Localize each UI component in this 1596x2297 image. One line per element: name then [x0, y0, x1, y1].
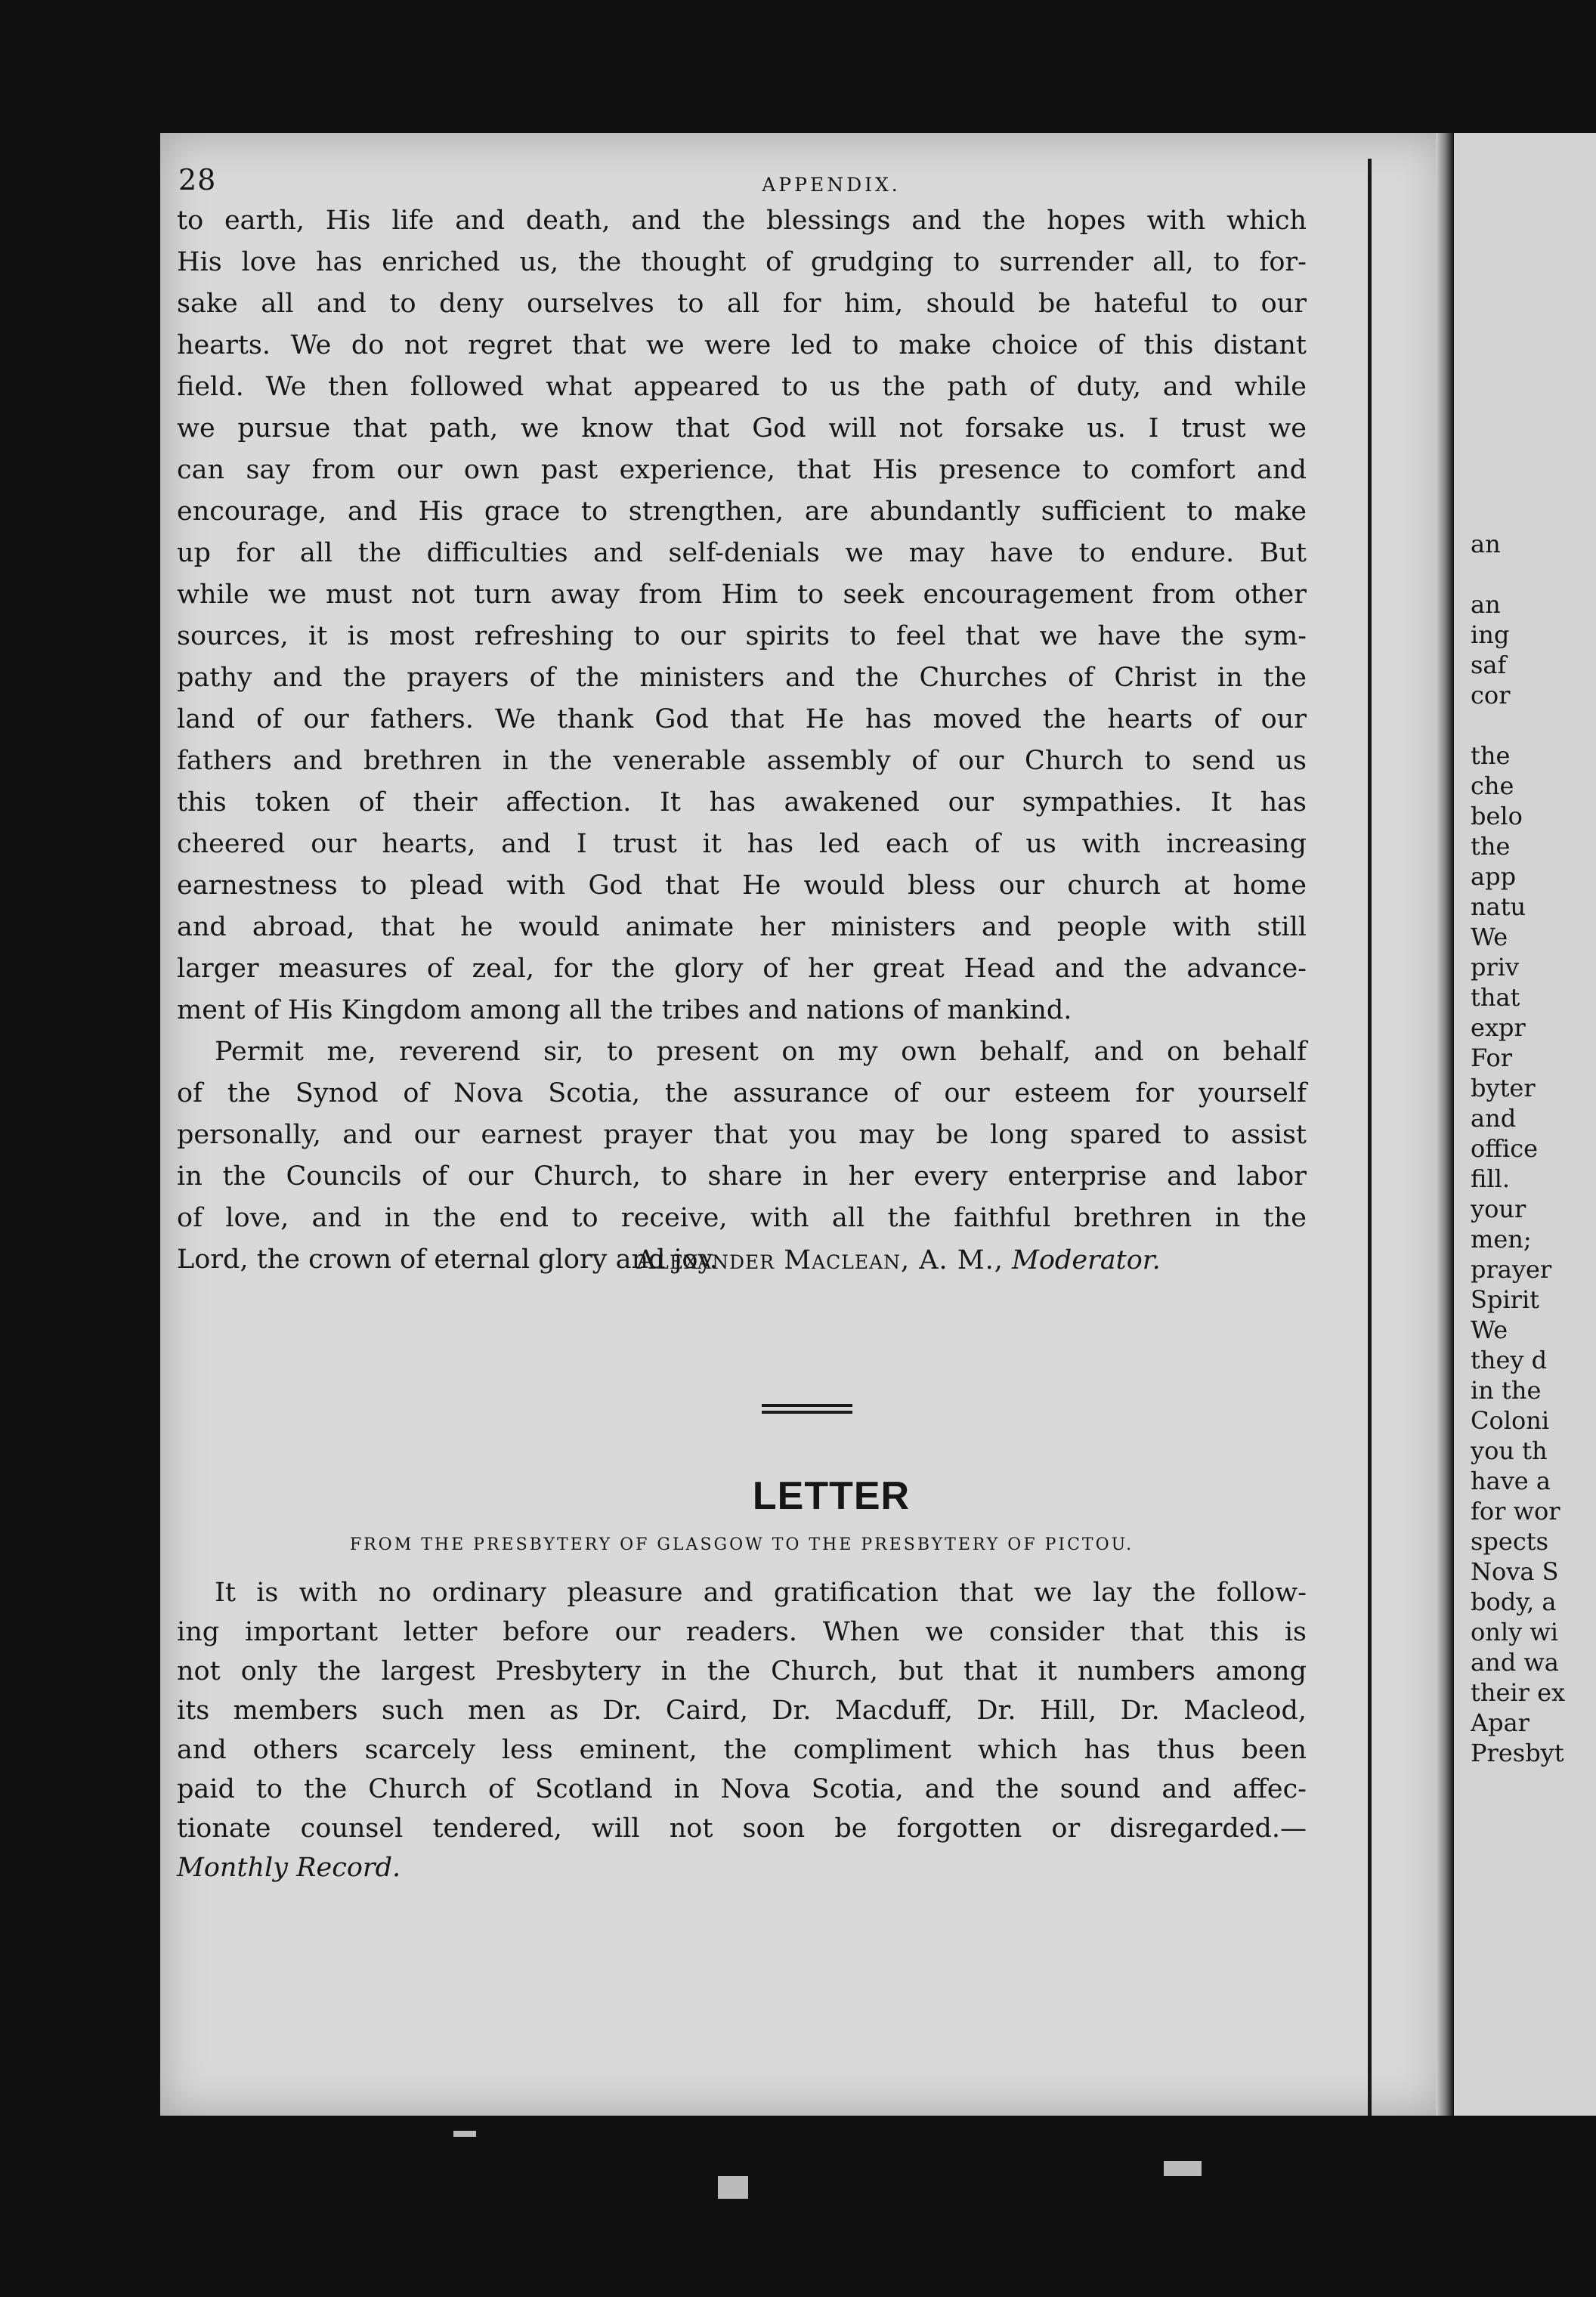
signatory-title: Moderator. — [1012, 1245, 1161, 1275]
text-line: encourage, and His grace to strengthen, are abundantly sufficient to make — [177, 496, 1307, 527]
fragment-line: and — [1471, 1104, 1517, 1133]
fragment-line: app — [1471, 862, 1517, 891]
text-line: paid to the Church of Scotland in Nova Scotia, and the sound and affec- — [177, 1774, 1307, 1804]
page-gutter — [1436, 133, 1454, 2116]
text-line: personally, and our earnest prayer that you may be long spared to assist — [177, 1120, 1307, 1150]
fragment-line: in the — [1471, 1376, 1542, 1405]
signature — [636, 1245, 1226, 1275]
fragment-line: you th — [1471, 1436, 1548, 1465]
text-line: and abroad, that he would animate her ministers and people with still — [177, 912, 1307, 942]
fragment-line: an — [1471, 530, 1501, 558]
text-line: we pursue that path, we know that God will not forsake us. I trust we — [177, 413, 1307, 444]
text-line: Lord, the crown of eternal glory and joy. — [177, 1244, 718, 1275]
source-citation: Monthly Record. — [177, 1853, 401, 1883]
text-line: to earth, His life and death, and the blessings and the hopes with which — [177, 206, 1307, 236]
text-line: His love has enriched us, the thought of grudging to surrender all, to for- — [177, 247, 1307, 277]
fragment-line: only wi — [1471, 1618, 1558, 1646]
body-text — [177, 200, 1307, 1281]
text-line: It is with no ordinary pleasure and gratification that we lay the follow- — [215, 1578, 1307, 1608]
page-number: 28 — [178, 163, 217, 196]
fragment-line: che — [1471, 771, 1514, 800]
text-line: ment of His Kingdom among all the tribes and nations of mankind. — [177, 995, 1072, 1025]
film-speck — [1164, 2161, 1202, 2176]
text-line: while we must not turn away from Him to seek encouragement from other — [177, 580, 1307, 610]
letter-subheading: FROM THE PRESBYTERY OF GLASGOW TO THE PRESBYTERY OF PICTOU. — [349, 1535, 1134, 1554]
text-line: tionate counsel tendered, will not soon be forgotten or disregarded.— — [177, 1813, 1307, 1844]
fragment-line: they d — [1471, 1346, 1548, 1374]
fragment-line: and wa — [1471, 1648, 1559, 1677]
fragment-line: your — [1471, 1195, 1526, 1223]
fragment-line: Coloni — [1471, 1406, 1550, 1435]
fragment-line: Spirit — [1471, 1285, 1540, 1314]
fragment-line: cor — [1471, 681, 1511, 710]
text-line: land of our fathers. We thank God that He has moved the hearts of our — [177, 704, 1307, 734]
text-line: its members such men as Dr. Caird, Dr. Macduff, Dr. Hill, Dr. Macleod, — [177, 1696, 1307, 1726]
fragment-line: belo — [1471, 802, 1523, 830]
text-line: pathy and the prayers of the ministers and the Churches of Christ in the — [177, 663, 1307, 693]
letter-intro — [177, 1573, 1307, 1887]
fragment-line — [1471, 710, 1596, 740]
gutter-line — [1368, 159, 1372, 2116]
fragment-line: priv — [1471, 953, 1520, 982]
fragment-line: that — [1471, 983, 1520, 1012]
fragment-line: Nova S — [1471, 1557, 1559, 1586]
fragment-line: expr — [1471, 1013, 1526, 1042]
fragment-line: office — [1471, 1134, 1539, 1163]
fragment-line: ing — [1471, 620, 1510, 649]
text-line: field. We then followed what appeared to us the path of duty, and while — [177, 372, 1307, 402]
letter-heading: LETTER — [752, 1474, 911, 1518]
fragment-line: men; — [1471, 1225, 1532, 1254]
text-line: hearts. We do not regret that we were led to make choice of this distant — [177, 330, 1307, 360]
fragment-line: the — [1471, 832, 1511, 861]
text-line: sake all and to deny ourselves to all for him, should be hateful to our — [177, 289, 1307, 319]
fragment-line: an — [1471, 590, 1501, 619]
text-line: fathers and brethren in the venerable assembly of our Church to send us — [177, 746, 1307, 776]
text-line: of love, and in the end to receive, with all the faithful brethren in the — [177, 1203, 1307, 1233]
text-line: Permit me, reverend sir, to present on my own behalf, and on behalf — [215, 1037, 1307, 1067]
fragment-line: the — [1471, 741, 1511, 770]
fragment-line: body, a — [1471, 1587, 1557, 1616]
fragment-line: saf — [1471, 651, 1507, 679]
fragment-line: For — [1471, 1043, 1513, 1072]
text-line: cheered our hearts, and I trust it has led each of us with increasing — [177, 829, 1307, 859]
section-divider — [762, 1404, 852, 1414]
facing-page-text — [1471, 529, 1596, 1768]
fragment-line: fill. — [1471, 1164, 1510, 1193]
text-line: in the Councils of our Church, to share in her every enterprise and labor — [177, 1161, 1307, 1192]
text-line: ing important letter before our readers. When we consider that this is — [177, 1617, 1307, 1647]
fragment-line: Apar — [1471, 1708, 1530, 1737]
film-speck — [718, 2176, 748, 2199]
fragment-line: their ex — [1471, 1678, 1566, 1707]
fragment-line: prayer — [1471, 1255, 1552, 1284]
text-line: this token of their affection. It has awakened our sympathies. It has — [177, 787, 1307, 818]
running-head: APPENDIX. — [762, 174, 901, 196]
fragment-line — [1471, 559, 1596, 589]
film-speck — [453, 2131, 476, 2137]
fragment-line: spects — [1471, 1527, 1549, 1556]
fragment-line: We — [1471, 923, 1508, 951]
text-line: and others scarcely less eminent, the compliment which has thus been — [177, 1735, 1307, 1765]
fragment-line: We — [1471, 1315, 1508, 1344]
text-line: can say from our own past experience, that His presence to comfort and — [177, 455, 1307, 485]
text-line: larger measures of zeal, for the glory of her great Head and the advance- — [177, 954, 1307, 984]
text-line: not only the largest Presbytery in the Church, but that it numbers among — [177, 1656, 1307, 1686]
fragment-line: natu — [1471, 892, 1526, 921]
fragment-line: Presbyt — [1471, 1739, 1564, 1767]
text-line — [177, 1848, 1307, 1887]
text-line: of the Synod of Nova Scotia, the assurance of our esteem for yourself — [177, 1078, 1307, 1108]
fragment-line: for wor — [1471, 1497, 1560, 1526]
text-line: earnestness to plead with God that He would bless our church at home — [177, 870, 1307, 901]
text-line: up for all the difficulties and self-denials we may have to endure. But — [177, 538, 1307, 568]
fragment-line: have a — [1471, 1467, 1551, 1495]
text-line: sources, it is most refreshing to our spirits to feel that we have the sym- — [177, 621, 1307, 651]
fragment-line: byter — [1471, 1074, 1536, 1102]
signatory-name: Alexander Maclean, A. M., — [636, 1245, 1004, 1275]
